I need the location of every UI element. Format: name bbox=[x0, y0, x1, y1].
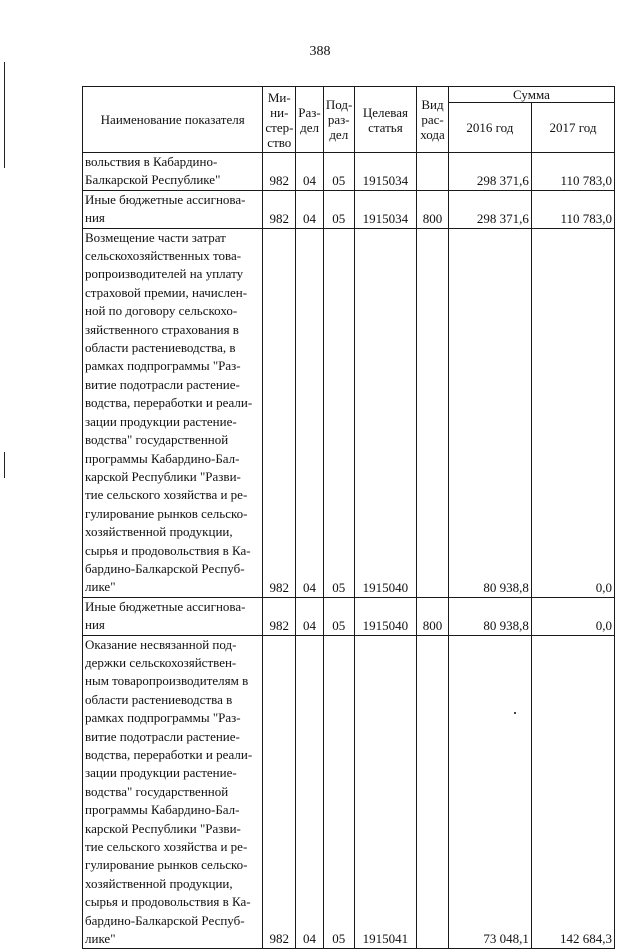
indicator-name-line: ной по договору сельскохо- bbox=[85, 303, 238, 319]
indicator-name-line: карской Республики "Разви- bbox=[85, 820, 241, 836]
indicator-name-line: бардино-Балкарской Респуб- bbox=[85, 912, 245, 928]
indicator-name-line: зации продукции растение- bbox=[85, 413, 237, 429]
ministry-code: 982 bbox=[263, 153, 296, 191]
sum-2017: 0,0 bbox=[531, 228, 614, 597]
section-code: 04 bbox=[296, 597, 324, 635]
indicator-name-line: хозяйственной продукции, bbox=[85, 524, 233, 540]
header-target bbox=[354, 87, 417, 153]
header-ministry-line: ни- bbox=[270, 104, 289, 120]
indicator-name-line: витие подотрасли растение- bbox=[85, 728, 240, 744]
indicator-name-line: тие сельского хозяйства и ре- bbox=[85, 487, 248, 503]
sum-2017: 110 783,0 bbox=[531, 153, 614, 191]
indicator-name-line: хозяйственной продукции, bbox=[85, 875, 233, 891]
sum-2016: 80 938,8 bbox=[448, 597, 531, 635]
indicator-name-line: Возмещение части затрат bbox=[85, 229, 226, 245]
header-year-2016: 2016 год bbox=[448, 103, 531, 153]
indicator-name-line: водства, переработки и реали- bbox=[85, 747, 253, 762]
indicator-name-line: витие подотрасли растение- bbox=[85, 376, 240, 392]
header-ministry bbox=[263, 87, 296, 153]
indicator-name-line: Иные бюджетные ассигнова- bbox=[85, 191, 246, 207]
indicator-name-line: программы Кабардино-Бал- bbox=[85, 802, 240, 818]
header-expense-line: хода bbox=[420, 127, 445, 142]
indicator-name-line: тие сельского хозяйства и ре- bbox=[85, 839, 248, 855]
header-section bbox=[296, 87, 324, 153]
subsection-code: 05 bbox=[323, 635, 354, 949]
sum-2016: 298 371,6 bbox=[448, 153, 531, 191]
ministry-code: 982 bbox=[263, 597, 296, 635]
expense-type bbox=[417, 635, 449, 949]
target-article: 1915034 bbox=[354, 153, 417, 191]
header-ministry-line: ство bbox=[267, 134, 292, 150]
header-subsection-line: дел bbox=[329, 127, 349, 142]
expense-type: 800 bbox=[417, 597, 449, 635]
sum-2017: 110 783,0 bbox=[531, 190, 614, 228]
indicator-name-line: рамках подпрограммы "Раз- bbox=[85, 358, 241, 374]
indicator-name-line: вольствия в Кабардино- bbox=[85, 154, 218, 169]
section-code: 04 bbox=[296, 153, 324, 191]
budget-table bbox=[82, 86, 615, 949]
indicator-name-line: ным товаропроизводителям в bbox=[85, 673, 249, 689]
indicator-name-line: гулирование рынков сельско- bbox=[85, 857, 248, 873]
header-sum: Сумма bbox=[448, 87, 614, 103]
header-expense bbox=[417, 87, 449, 153]
indicator-name bbox=[83, 597, 263, 635]
indicator-name bbox=[83, 153, 263, 191]
target-article: 1915040 bbox=[354, 597, 417, 635]
table-row bbox=[83, 190, 615, 228]
sum-2016: 73 048,1 bbox=[448, 635, 531, 949]
subsection-code: 05 bbox=[323, 228, 354, 597]
indicator-name-line: водства" государственной bbox=[85, 783, 229, 799]
indicator-name-line: области растениеводства, в bbox=[85, 340, 236, 356]
target-article: 1915041 bbox=[354, 635, 417, 949]
ministry-code: 982 bbox=[263, 190, 296, 228]
indicator-name-line: зации продукции растение- bbox=[85, 765, 237, 781]
table-row bbox=[83, 635, 615, 949]
indicator-name-line: Балкарской Республике" bbox=[85, 172, 221, 188]
header-section-line: дел bbox=[300, 119, 319, 135]
left-margin-mark bbox=[4, 62, 5, 168]
indicator-name-line: лике" bbox=[85, 579, 116, 595]
header-expense-line: Вид bbox=[421, 97, 444, 112]
subsection-code: 05 bbox=[323, 153, 354, 191]
indicator-name-line: ропроизводителей на уплату bbox=[85, 266, 244, 282]
header-subsection bbox=[323, 87, 354, 153]
indicator-name-line: ния bbox=[85, 210, 105, 226]
sum-2016: 80 938,8 bbox=[448, 228, 531, 597]
indicator-name-line: зяйственного страхования в bbox=[85, 321, 239, 337]
indicator-name-line: водства, переработки и реали- bbox=[85, 395, 253, 411]
expense-type: 800 bbox=[417, 190, 449, 228]
header-ministry-line: Ми- bbox=[267, 89, 291, 105]
target-article: 1915040 bbox=[354, 228, 417, 597]
ministry-code: 982 bbox=[263, 228, 296, 597]
header-section-line: Раз- bbox=[298, 104, 321, 120]
sum-2017: 142 684,3 bbox=[531, 635, 614, 949]
indicator-name-line: программы Кабардино-Бал- bbox=[85, 450, 240, 466]
ministry-code: 982 bbox=[263, 635, 296, 949]
header-year-2017: 2017 год bbox=[531, 103, 614, 153]
header-target-line: статья bbox=[368, 119, 403, 135]
indicator-name-line: ния bbox=[85, 617, 105, 633]
expense-type bbox=[417, 228, 449, 597]
indicator-name-line: Оказание несвязанной под- bbox=[85, 636, 237, 652]
header-target-line: Целевая bbox=[362, 104, 408, 120]
indicator-name-line: лике" bbox=[85, 931, 116, 947]
indicator-name bbox=[83, 228, 263, 597]
table-row bbox=[83, 153, 615, 191]
section-code: 04 bbox=[296, 635, 324, 949]
header-name: Наименование показателя bbox=[83, 87, 263, 153]
header-subsection-line: Под- bbox=[325, 97, 353, 112]
indicator-name-line: сельскохозяйственных това- bbox=[85, 248, 242, 264]
section-code: 04 bbox=[296, 190, 324, 228]
section-code: 04 bbox=[296, 228, 324, 597]
table-row bbox=[83, 228, 615, 597]
indicator-name-line: области растениеводства в bbox=[85, 691, 233, 707]
indicator-name-line: сырья и продовольствия в Ка- bbox=[85, 894, 251, 910]
indicator-name-line: гулирование рынков сельско- bbox=[85, 505, 248, 521]
indicator-name-line: держки сельскохозяйствен- bbox=[85, 654, 237, 670]
indicator-name-line: сырья и продовольствия в Ка- bbox=[85, 542, 251, 558]
subsection-code: 05 bbox=[323, 190, 354, 228]
header-ministry-line: стер- bbox=[265, 119, 294, 135]
page-number: 388 bbox=[309, 44, 331, 59]
header-subsection-line: раз- bbox=[327, 112, 350, 127]
sum-2016: 298 371,6 bbox=[448, 190, 531, 228]
header-expense-line: рас- bbox=[421, 112, 444, 127]
indicator-name bbox=[83, 635, 263, 949]
expense-type bbox=[417, 153, 449, 191]
indicator-name-line: карской Республики "Разви- bbox=[85, 468, 241, 484]
target-article: 1915034 bbox=[354, 190, 417, 228]
left-margin-mark bbox=[4, 452, 5, 478]
indicator-name-line: бардино-Балкарской Респуб- bbox=[85, 560, 245, 576]
indicator-name-line: рамках подпрограммы "Раз- bbox=[85, 710, 241, 726]
indicator-name-line: Иные бюджетные ассигнова- bbox=[85, 598, 246, 614]
sum-2017: 0,0 bbox=[531, 597, 614, 635]
indicator-name-line: страховой премии, начислен- bbox=[85, 284, 248, 300]
table-row bbox=[83, 597, 615, 635]
indicator-name-line: водства" государственной bbox=[85, 432, 229, 448]
subsection-code: 05 bbox=[323, 597, 354, 635]
indicator-name bbox=[83, 190, 263, 228]
